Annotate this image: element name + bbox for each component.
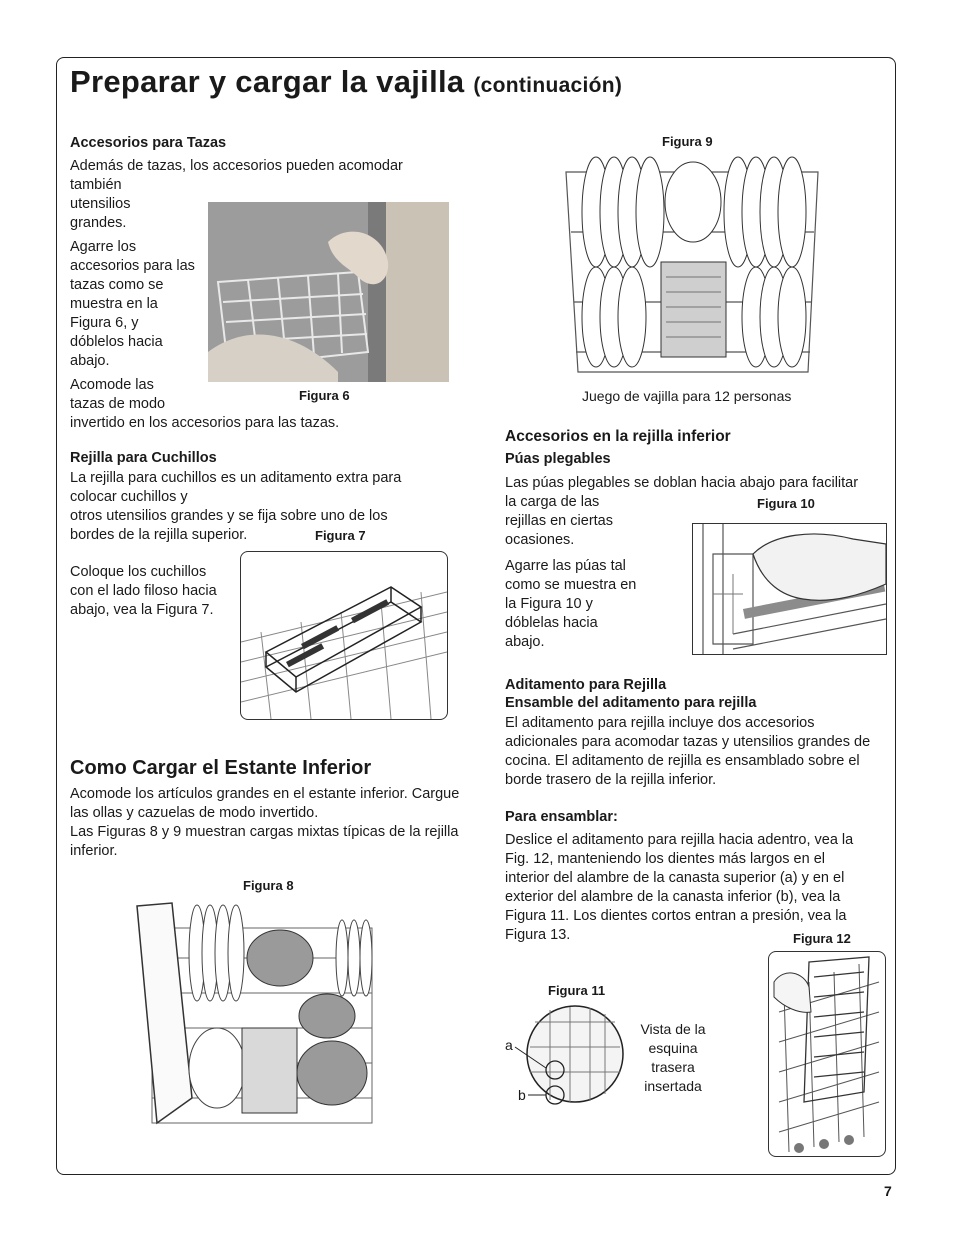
page-number: 7 [884, 1183, 892, 1199]
figure-11-caption: Figura 11 [548, 983, 606, 998]
aditamento-subheading: Ensamble del aditamento para rejilla [505, 695, 757, 711]
ensamblar-heading: Para ensamblar: [505, 809, 618, 825]
puas-text-1: Las púas plegables se doblan hacia abajo para facilitar la carga de las rejillas en ciertas ocasiones. [505, 475, 859, 548]
figure-8-image [132, 898, 380, 1134]
puas-subheading: Púas plegables [505, 451, 611, 467]
tazas-text-2: Agarre los accesorios para las tazas como se muestra en la Figura 6, y dóblelos hacia abajo. [70, 239, 195, 369]
figure-7-image [240, 551, 448, 720]
puas-heading: Accesorios en la rejilla inferior [505, 428, 731, 445]
figure-7-caption: Figura 7 [315, 528, 366, 543]
figure-8-caption: Figura 8 [243, 878, 294, 893]
figure-10-caption: Figura 10 [757, 496, 815, 511]
aditamento-heading: Aditamento para Rejilla [505, 677, 667, 693]
aditamento-text-2: Deslice el aditamento para rejilla hacia adentro, vea la Fig. 12, manteniendo los dientes más largos en el interior del alambre de la canasta superior (a) y en el exterior del alambre de la canasta inferior (b), vea la Figura 11. Los dientes cortos entran a presión, vea la Figura 13. [505, 832, 854, 943]
label-b: b [518, 1087, 526, 1103]
cuchillos-heading: Rejilla para Cuchillos [70, 450, 217, 466]
estante-heading: Como Cargar el Estante Inferior [70, 757, 372, 779]
puas-text-2: Agarre las púas tal como se muestra en la Figura 10 y dóblelas hacia abajo. [505, 558, 637, 650]
figure-6-image [208, 202, 449, 382]
figure-9-image [556, 152, 830, 380]
figure-11-note: Vista de la esquina trasera insertada [640, 1021, 706, 1094]
tazas-text-3: Acomode las tazas de modo invertido en los accesorios para las tazas. [70, 377, 340, 431]
figure-12-image [768, 951, 886, 1157]
figure-9-caption: Figura 9 [662, 134, 713, 149]
figure-10-image [692, 523, 887, 655]
figure-12-caption: Figura 12 [793, 931, 851, 946]
cuchillos-text-2: Coloque los cuchillos con el lado filoso hacia abajo, vea la Figura 7. [70, 564, 217, 618]
aditamento-text-1: El aditamento para rejilla incluye dos accesorios adicionales para acomodar tazas y utensilios grandes de cocina. El aditamento de rejilla es ensamblado sobre el borde trasero de la rejilla inferior. [505, 715, 871, 788]
cuchillos-text-1: La rejilla para cuchillos es un aditamento extra para colocar cuchillos y otros utensilios grandes y se fija sobre uno de los bordes de la rejilla superior. [70, 470, 402, 543]
figure-6-caption: Figura 6 [299, 388, 350, 403]
page-title: Preparar y cargar la vajilla (continuación) [70, 64, 623, 99]
tazas-heading: Accesorios para Tazas [70, 135, 227, 151]
figure-9-subcaption: Juego de vajilla para 12 personas [582, 388, 792, 404]
estante-text: Acomode los artículos grandes en el estante inferior. Cargue las ollas y cazuelas de modo invertido. Las Figuras 8 y 9 muestran cargas mixtas típicas de la rejilla inferior. [70, 786, 460, 859]
label-a: a [505, 1037, 513, 1053]
tazas-text-1: Además de tazas, los accesorios pueden acomodar también utensilios grandes. [70, 158, 403, 231]
